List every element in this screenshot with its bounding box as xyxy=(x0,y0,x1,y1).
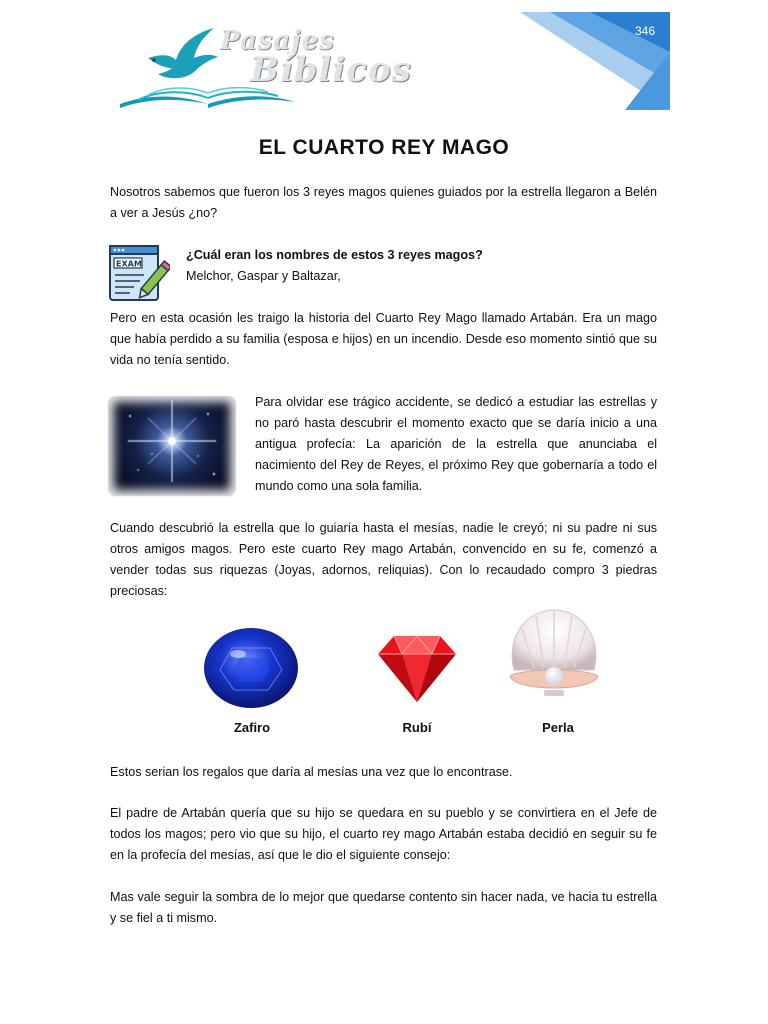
intro-paragraph: Nosotros sabemos que fueron los 3 reyes magos quienes guiados por la estrella llegaron a Belén a ver a Jesús ¿no? xyxy=(110,185,657,220)
pearl-shell-icon xyxy=(504,606,604,700)
exam-question: ¿Cuál eran los nombres de estos 3 reyes magos? xyxy=(186,248,483,262)
paragraph-6: Mas vale seguir la sombra de lo mejor que quedarse contento sin hacer nada, ve hacia tu estrella y se fiel a ti mismo. xyxy=(110,890,657,925)
page-title: EL CUARTO REY MAGO xyxy=(258,136,510,159)
paragraph-4: Estos serian los regalos que daría al mesías una vez que lo encontrase. xyxy=(110,765,513,779)
ruby-icon xyxy=(376,632,458,704)
paragraph-5: El padre de Artabán quería que su hijo se quedara en su pueblo y se convirtiera en el Jefe de todos los magos; pero vio que su hijo, el cuarto rey mago Artabán estaba decidió en seguir su fe en la profecía del mesías, así que le dio el siguiente consejo: xyxy=(110,806,657,862)
gem-label-rubi: Rubí xyxy=(402,720,432,735)
logo-text-line2: Bíblicos xyxy=(250,50,412,90)
exam-icon xyxy=(108,244,170,302)
sapphire-icon xyxy=(202,626,300,712)
paragraph-2: Para olvidar ese trágico accidente, se dedicó a estudiar las estrellas y no paró hasta descubrir el momento exacto que se daría inicio a una antigua profecía: La aparición de la estrella que anunciaba el nacimiento del Rey de Reyes, el próximo Rey que gobernaría a todo el mundo como una sola familia. xyxy=(255,395,657,493)
star-image xyxy=(108,396,236,496)
logo-text-line1: Pasajes xyxy=(220,26,335,56)
exam-answer: Melchor, Gaspar y Baltazar, xyxy=(186,269,341,283)
gem-label-perla: Perla xyxy=(542,720,574,735)
paragraph-1: Pero en esta ocasión les traigo la historia del Cuarto Rey Mago llamado Artabán. Era un mago que había perdido a su familia (esposa e hijos) en un incendio. Desde eso momento sintió que su vida no tenía sentido. xyxy=(110,311,657,367)
exam-icon-label: EXAM xyxy=(116,259,142,269)
paragraph-3: Cuando descubrió la estrella que lo guiaría hasta el mesías, nadie le creyó; ni su padre ni sus otros amigos magos. Pero este cuarto Rey mago Artabán, convencido en su fe, comenzó a vender todas sus riquezas (Joyas, adornos, reliquias). Con lo recaudado compro 3 piedras preciosas: xyxy=(110,521,657,598)
gem-label-zafiro: Zafiro xyxy=(233,720,271,735)
logo xyxy=(118,24,428,114)
page-number: 346 xyxy=(634,24,656,38)
